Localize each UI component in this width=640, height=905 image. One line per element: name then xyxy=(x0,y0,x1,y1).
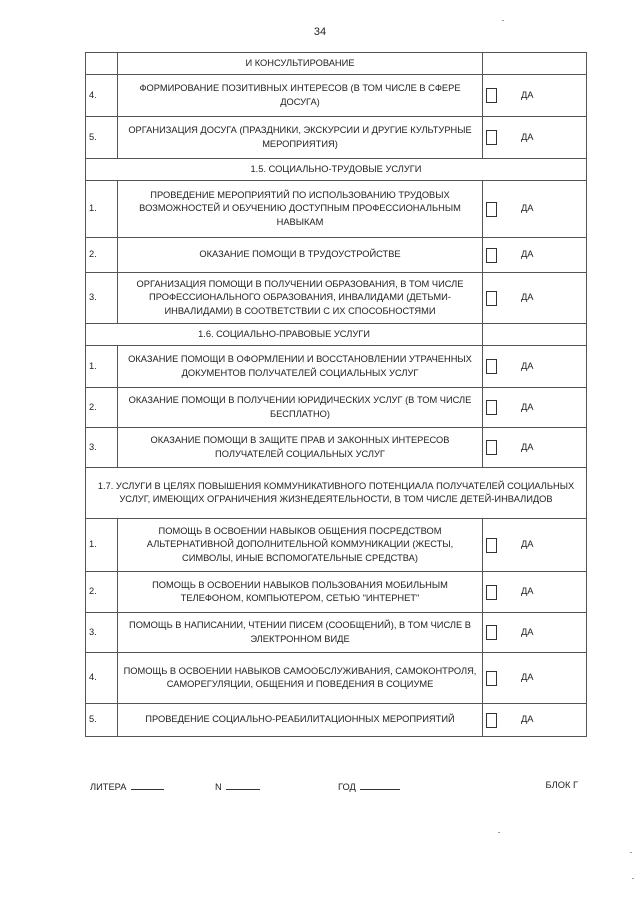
yes-label: ДА xyxy=(521,249,534,260)
table-row xyxy=(86,238,587,273)
row-number-cell xyxy=(86,53,118,75)
check-cell xyxy=(483,324,587,346)
yes-label: ДА xyxy=(521,714,534,725)
year-label: ГОД xyxy=(338,782,356,792)
table-row xyxy=(86,346,587,388)
service-description: ПОМОЩЬ В НАПИСАНИИ, ЧТЕНИИ ПИСЕМ (СООБЩЕНИЙ), В ТОМ ЧИСЛЕ В ЭЛЕКТРОННОМ ВИДЕ xyxy=(118,613,483,653)
litera-label: ЛИТЕРА xyxy=(90,782,127,792)
service-description: ОКАЗАНИЕ ПОМОЩИ В ТРУДОУСТРОЙСТВЕ xyxy=(118,238,483,273)
checkbox[interactable] xyxy=(486,440,497,455)
checkbox[interactable] xyxy=(486,248,497,263)
scan-speck xyxy=(498,832,500,833)
service-description: ОКАЗАНИЕ ПОМОЩИ В ОФОРМЛЕНИИ И ВОССТАНОВЛЕНИИ УТРАЧЕННЫХ ДОКУМЕНТОВ ПОЛУЧАТЕЛЕЙ СОЦИАЛЬНЫХ УСЛУГ xyxy=(118,346,483,388)
checkbox[interactable] xyxy=(486,585,497,600)
yes-label: ДА xyxy=(521,401,534,412)
row-number: 3. xyxy=(86,428,118,468)
table-row xyxy=(86,117,587,159)
scan-speck xyxy=(630,852,632,853)
yes-label: ДА xyxy=(521,292,534,303)
section-title: 1.7. УСЛУГИ В ЦЕЛЯХ ПОВЫШЕНИЯ КОММУНИКАТИВНОГО ПОТЕНЦИАЛА ПОЛУЧАТЕЛЕЙ СОЦИАЛЬНЫХ УСЛУГ, ИМЕЮЩИХ ОГРАНИЧЕНИЯ ЖИЗНЕДЕЯТЕЛЬНОСТИ, В ТОМ ЧИСЛЕ ДЕТЕЙ-ИНВАЛИДОВ xyxy=(86,468,587,519)
table-row xyxy=(86,428,587,468)
row-number: 5. xyxy=(86,117,118,159)
row-number: 4. xyxy=(86,75,118,117)
service-description: ОКАЗАНИЕ ПОМОЩИ В ПОЛУЧЕНИИ ЮРИДИЧЕСКИХ УСЛУГ (В ТОМ ЧИСЛЕ БЕСПЛАТНО) xyxy=(118,388,483,428)
table-row xyxy=(86,653,587,704)
section-title: 1.6. СОЦИАЛЬНО-ПРАВОВЫЕ УСЛУГИ xyxy=(86,324,483,346)
service-description: ФОРМИРОВАНИЕ ПОЗИТИВНЫХ ИНТЕРЕСОВ (В ТОМ ЧИСЛЕ В СФЕРЕ ДОСУГА) xyxy=(118,75,483,117)
section-title: 1.5. СОЦИАЛЬНО-ТРУДОВЫЕ УСЛУГИ xyxy=(86,159,587,181)
service-description: ОРГАНИЗАЦИЯ ПОМОЩИ В ПОЛУЧЕНИИ ОБРАЗОВАНИЯ, В ТОМ ЧИСЛЕ ПРОФЕССИОНАЛЬНОГО ОБРАЗОВАНИЯ, ИНВАЛИДАМИ (ДЕТЬМИ-ИНВАЛИДАМИ) В СООТВЕТСТВИИ С ИХ СПОСОБНОСТЯМИ xyxy=(118,273,483,324)
checkbox[interactable] xyxy=(486,538,497,553)
yes-label: ДА xyxy=(521,360,534,371)
row-number: 1. xyxy=(86,519,118,572)
yes-label: ДА xyxy=(521,441,534,452)
number-field xyxy=(215,780,260,792)
row-number: 4. xyxy=(86,653,118,704)
row-number: 3. xyxy=(86,273,118,324)
checkbox[interactable] xyxy=(486,359,497,374)
checkbox[interactable] xyxy=(486,400,497,415)
header-continuation: И КОНСУЛЬТИРОВАНИЕ xyxy=(118,53,483,75)
number-label: N xyxy=(215,782,222,792)
litera-field xyxy=(90,780,164,792)
table-row xyxy=(86,53,587,75)
table-row xyxy=(86,388,587,428)
table-row xyxy=(86,572,587,613)
year-field xyxy=(338,780,400,792)
service-description: ОКАЗАНИЕ ПОМОЩИ В ЗАЩИТЕ ПРАВ И ЗАКОННЫХ ИНТЕРЕСОВ ПОЛУЧАТЕЛЕЙ СОЦИАЛЬНЫХ УСЛУГ xyxy=(118,428,483,468)
checkbox[interactable] xyxy=(486,713,497,728)
services-table xyxy=(85,52,587,737)
table-row xyxy=(86,181,587,238)
yes-label: ДА xyxy=(521,89,534,100)
yes-label: ДА xyxy=(521,203,534,214)
checkbox[interactable] xyxy=(486,625,497,640)
scan-speck xyxy=(632,878,634,879)
row-number: 2. xyxy=(86,238,118,273)
table-row xyxy=(86,75,587,117)
footer xyxy=(90,780,578,794)
section-row xyxy=(86,324,587,346)
table-row xyxy=(86,704,587,737)
yes-label: ДА xyxy=(521,586,534,597)
checkbox[interactable] xyxy=(486,291,497,306)
checkbox[interactable] xyxy=(486,202,497,217)
service-description: ПОМОЩЬ В ОСВОЕНИИ НАВЫКОВ САМООБСЛУЖИВАНИЯ, САМОКОНТРОЛЯ, САМОРЕГУЛЯЦИИ, ОБЩЕНИЯ И ПОВЕДЕНИЯ В СОЦИУМЕ xyxy=(118,653,483,704)
row-number: 1. xyxy=(86,346,118,388)
yes-label: ДА xyxy=(521,672,534,683)
checkbox[interactable] xyxy=(486,88,497,103)
row-number: 5. xyxy=(86,704,118,737)
page-number: 34 xyxy=(313,26,327,38)
service-description: ОРГАНИЗАЦИЯ ДОСУГА (ПРАЗДНИКИ, ЭКСКУРСИИ И ДРУГИЕ КУЛЬТУРНЫЕ МЕРОПРИЯТИЯ) xyxy=(118,117,483,159)
yes-label: ДА xyxy=(521,539,534,550)
service-description: ПОМОЩЬ В ОСВОЕНИИ НАВЫКОВ ОБЩЕНИЯ ПОСРЕДСТВОМ АЛЬТЕРНАТИВНОЙ ДОПОЛНИТЕЛЬНОЙ КОММУНИКАЦИИ (ЖЕСТЫ, СИМВОЛЫ, ИНЫЕ ВСПОМОГАТЕЛЬНЫЕ СРЕДСТВА) xyxy=(118,519,483,572)
block-label: БЛОК Г xyxy=(545,780,578,790)
yes-label: ДА xyxy=(521,131,534,142)
row-number: 3. xyxy=(86,613,118,653)
row-number: 1. xyxy=(86,181,118,238)
row-number: 2. xyxy=(86,572,118,613)
litera-input-line[interactable] xyxy=(131,780,164,790)
section-row xyxy=(86,468,587,519)
year-input-line[interactable] xyxy=(360,780,400,790)
service-description: ПОМОЩЬ В ОСВОЕНИИ НАВЫКОВ ПОЛЬЗОВАНИЯ МОБИЛЬНЫМ ТЕЛЕФОНОМ, КОМПЬЮТЕРОМ, СЕТЬЮ "ИНТЕРНЕТ" xyxy=(118,572,483,613)
section-row xyxy=(86,159,587,181)
table-row xyxy=(86,613,587,653)
yes-label: ДА xyxy=(521,626,534,637)
service-description: ПРОВЕДЕНИЕ СОЦИАЛЬНО-РЕАБИЛИТАЦИОННЫХ МЕРОПРИЯТИЙ xyxy=(118,704,483,737)
number-input-line[interactable] xyxy=(226,780,260,790)
table-row xyxy=(86,519,587,572)
scan-speck xyxy=(502,20,504,21)
check-cell xyxy=(483,53,587,75)
checkbox[interactable] xyxy=(486,671,497,686)
checkbox[interactable] xyxy=(486,130,497,145)
service-description: ПРОВЕДЕНИЕ МЕРОПРИЯТИЙ ПО ИСПОЛЬЗОВАНИЮ ТРУДОВЫХ ВОЗМОЖНОСТЕЙ И ОБУЧЕНИЮ ДОСТУПНЫМ ПРОФЕССИОНАЛЬНЫМ НАВЫКАМ xyxy=(118,181,483,238)
row-number: 2. xyxy=(86,388,118,428)
table-row xyxy=(86,273,587,324)
